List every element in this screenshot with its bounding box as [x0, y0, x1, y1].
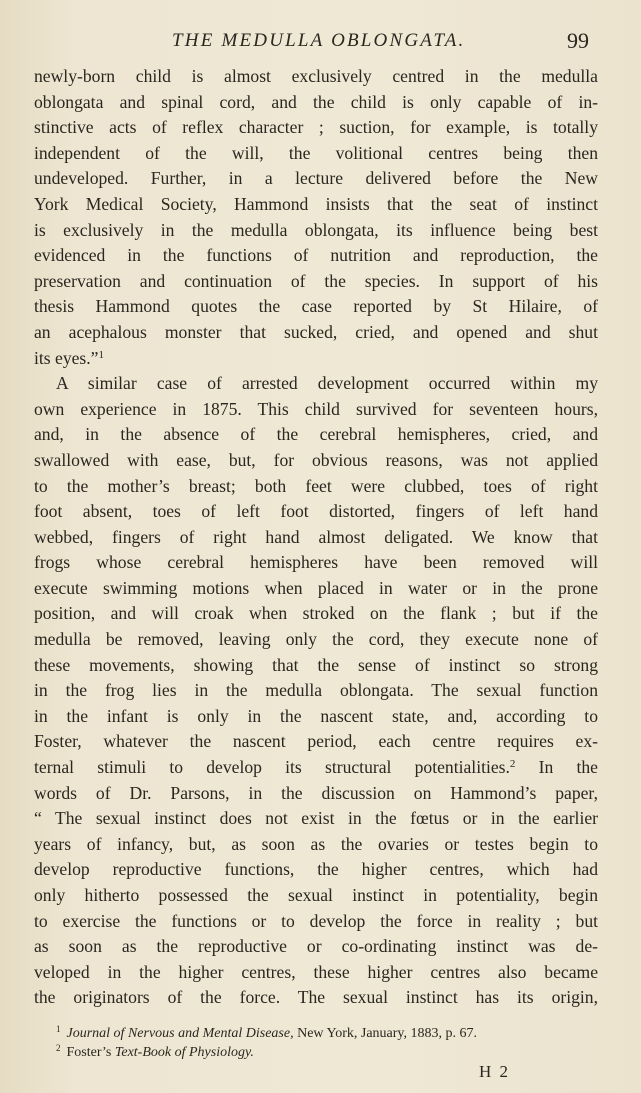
footnote-mark: 1 — [56, 1024, 61, 1034]
text-line: “ The sexual instinct does not exist in the fœtus or in the earlier — [34, 808, 598, 829]
footnote-title: Text-Book of Physiology. — [114, 1045, 254, 1060]
text-line: the originators of the force. The sexual instinct has its origin, — [34, 987, 598, 1008]
footnote-ref-1: 1 — [98, 348, 104, 361]
text-line: foot absent, toes of left foot distorted, fingers of left hand — [34, 501, 598, 522]
text-line: independent of the will, the volitional centres being then — [34, 142, 598, 163]
text-line: as soon as the reproductive or co-ordinating instinct was de- — [34, 936, 598, 957]
text-line: words of Dr. Parsons, in the discussion on Hammond’s paper, — [34, 782, 598, 803]
text-line: to the mother’s breast; both feet were clubbed, toes of right — [34, 475, 598, 496]
running-head: THE MEDULLA OBLONGATA. — [172, 30, 466, 51]
text-line: newly-born child is almost exclusively centred in the medulla — [34, 66, 598, 86]
text-line: veloped in the higher centres, these higher centres also became — [34, 961, 598, 982]
text-line: only hitherto possessed the sexual instinct in potentiality, begin — [34, 885, 598, 905]
text-line: preservation and continuation of the species. In support of his — [34, 270, 598, 291]
text-segment: In the — [538, 757, 598, 778]
text-segment: ternal stimuli to develop its structural potentialities. — [34, 757, 510, 778]
text-line: evidenced in the functions of nutrition and reproduction, the — [34, 245, 598, 266]
text-line: undeveloped. Further, in a lecture delivered before the New — [34, 168, 598, 189]
text-line: medulla be removed, leaving only the cord, they execute none of — [34, 629, 598, 650]
text-segment: its eyes.” — [34, 347, 99, 368]
text-line: to exercise the functions or to develop the force in reality ; but — [34, 910, 598, 931]
text-line-with-footnote-ref — [34, 755, 598, 781]
text-line: is exclusively in the medulla oblongata, its influence being best — [34, 219, 598, 240]
page-number: 99 — [567, 28, 589, 53]
paragraph-start-line: A similar case of arrested development occurred within my — [56, 373, 598, 394]
page-header — [0, 28, 641, 58]
footnote-mark: 2 — [56, 1043, 61, 1053]
text-line: in the frog lies in the medulla oblongata. The sexual function — [34, 680, 598, 701]
text-line: frogs whose cerebral hemispheres have been removed will — [34, 552, 598, 573]
footnotes — [56, 1020, 601, 1058]
footnote-text: New York, January, 1883, p. 67. — [293, 1026, 478, 1041]
text-line: and, in the absence of the cerebral hemispheres, cried, and — [34, 424, 598, 445]
text-line: in the infant is only in the nascent state, and, according to — [34, 705, 598, 726]
text-line: oblongata and spinal cord, and the child is only capable of in- — [34, 91, 598, 112]
signature-mark: H 2 — [479, 1062, 511, 1081]
text-line: swallowed with ease, but, for obvious reasons, was not applied — [34, 449, 598, 470]
text-line: position, and will croak when stroked on the flank ; but if the — [34, 603, 598, 624]
footnote-1 — [56, 1020, 601, 1039]
text-line: stinctive acts of reflex character ; suction, for example, is totally — [34, 117, 598, 138]
text-line: Foster, whatever the nascent period, each centre requires ex- — [34, 731, 598, 752]
text-line: own experience in 1875. This child survived for seventeen hours, — [34, 398, 598, 419]
text-line: thesis Hammond quotes the case reported by St Hilaire, of — [34, 296, 598, 317]
footnote-2 — [56, 1039, 601, 1058]
text-line: develop reproductive functions, the higher centres, which had — [34, 859, 598, 880]
text-line: York Medical Society, Hammond insists that the seat of instinct — [34, 193, 598, 214]
text-line: webbed, fingers of right hand almost deligated. We know that — [34, 526, 598, 547]
footnote-ref-2: 2 — [509, 758, 516, 771]
text-line: execute swimming motions when placed in water or in the prone — [34, 577, 598, 598]
text-line: an acephalous monster that sucked, cried, and opened and shut — [34, 321, 598, 342]
text-line-with-footnote-ref — [34, 346, 598, 372]
footnote-title: Journal of Nervous and Mental Disease, — [66, 1026, 294, 1041]
text-line: years of infancy, but, as soon as the ovaries or testes begin to — [34, 833, 598, 854]
footnote-text: Foster’s — [66, 1045, 115, 1060]
body-text — [34, 64, 598, 1011]
text-line: these movements, showing that the sense of instinct so strong — [34, 654, 598, 675]
